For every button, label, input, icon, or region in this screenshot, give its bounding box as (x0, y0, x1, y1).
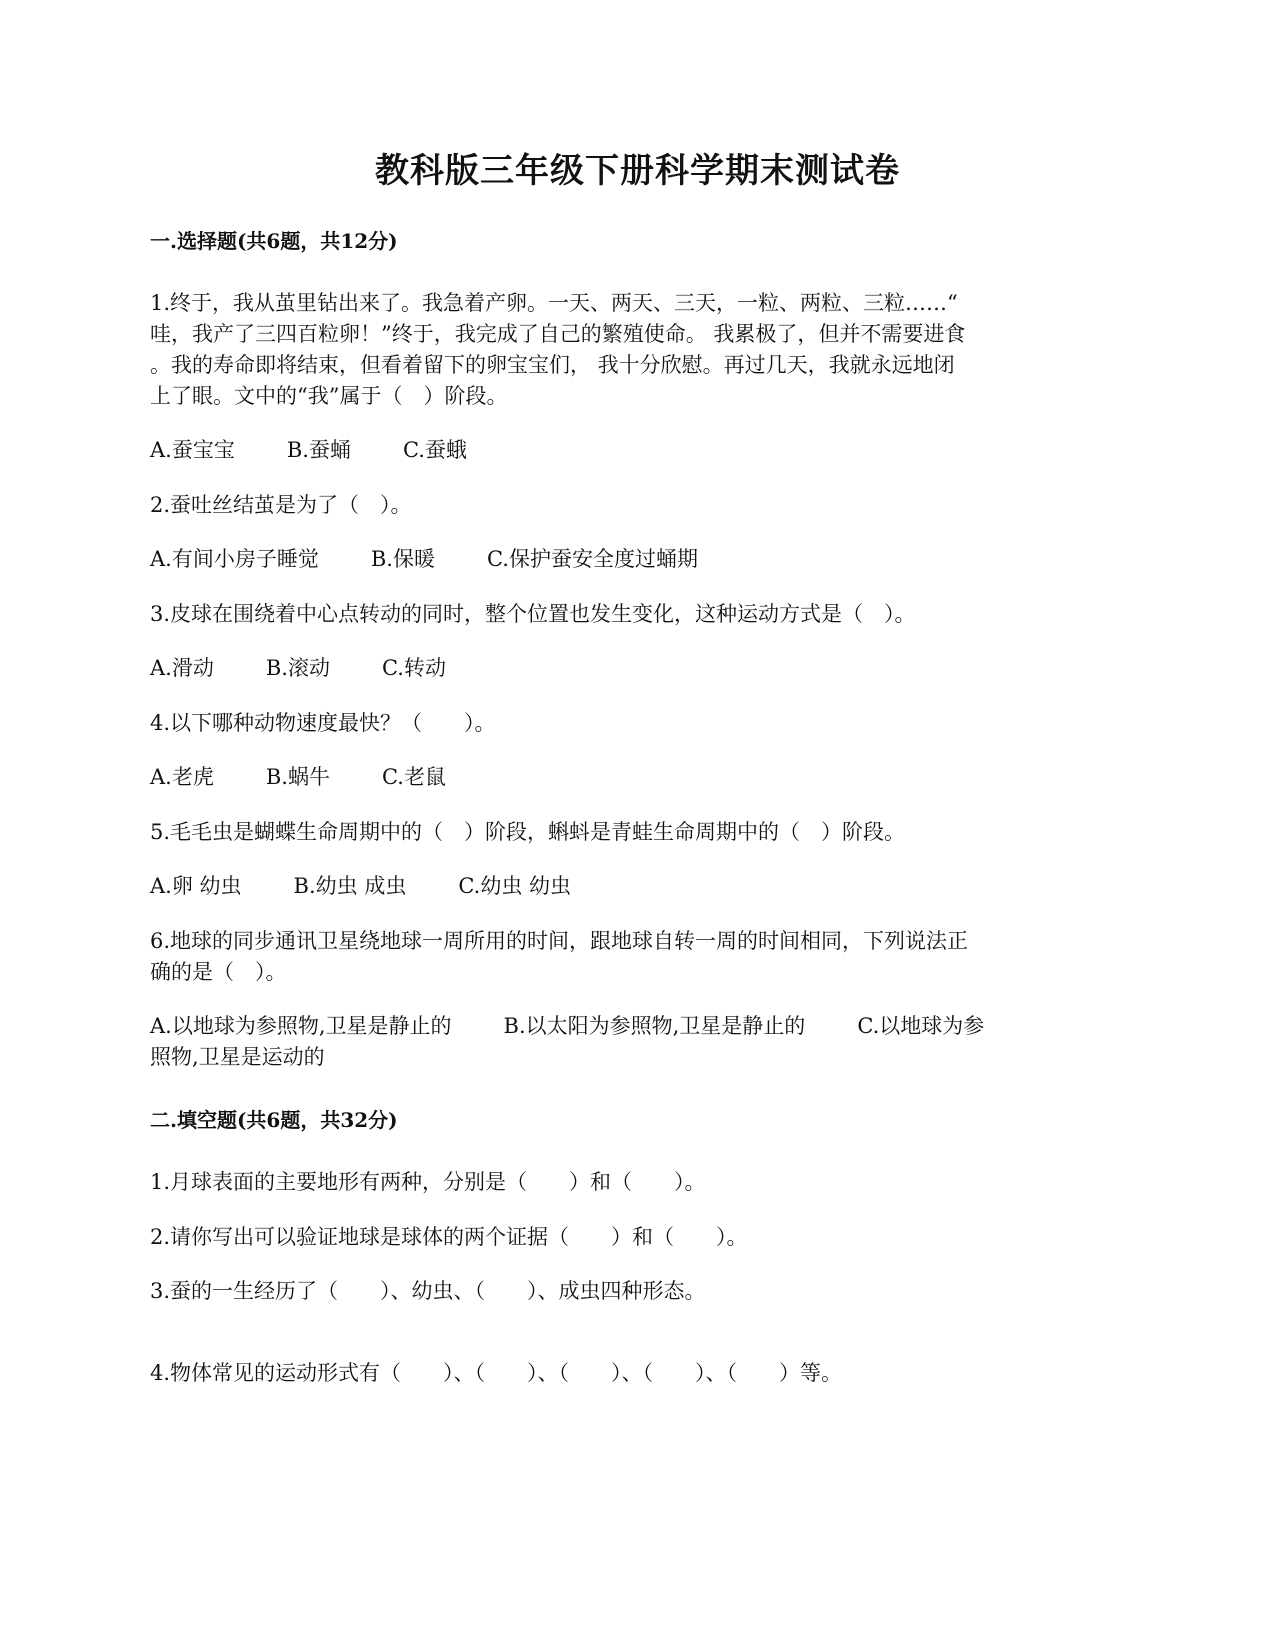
option-c: C.保护蚕安全度过蛹期 (486, 547, 698, 571)
option-b: B.蚕蛹 (286, 438, 351, 462)
option-b: B.保暖 (370, 547, 435, 571)
option-c: C.老鼠 (381, 765, 446, 789)
option-c: C.转动 (381, 656, 446, 680)
question-4-options (150, 761, 1130, 793)
option-b: B.滚动 (265, 656, 330, 680)
question-1-line-3: 。我的寿命即将结束，但看着留下的卵宝宝们， 我十分欣慰。再过几天，我就永远地闭 (150, 353, 955, 377)
option-a: A.卵 幼虫 (150, 874, 242, 898)
question-3-text: 3.皮球在围绕着中心点转动的同时，整个位置也发生变化，这种运动方式是（ ）。 (150, 602, 916, 626)
question-2-options (150, 543, 1130, 575)
question-1-options (150, 434, 1130, 466)
section-heading-fill-blank: 二.填空题(共6题，共32分) (150, 1108, 398, 1132)
option-c: C.幼虫 幼虫 (458, 874, 571, 898)
question-3-options (150, 652, 1130, 684)
option-c: C.以地球为参 (857, 1014, 985, 1038)
option-a: A.以地球为参照物,卫星是静止的 (150, 1014, 452, 1038)
option-a: A.老虎 (150, 765, 214, 789)
fill-question-1: 1.月球表面的主要地形有两种，分别是（ ）和（ ）。 (150, 1170, 706, 1194)
question-4-text: 4.以下哪种动物速度最快？（ ）。 (150, 711, 496, 735)
fill-question-4: 4.物体常见的运动形式有（ ）、（ ）、（ ）、（ ）、（ ）等。 (150, 1361, 843, 1385)
option-a: A.蚕宝宝 (150, 438, 235, 462)
option-a: A.滑动 (150, 656, 214, 680)
option-b: B.以太阳为参照物,卫星是静止的 (503, 1014, 806, 1038)
question-2-text: 2.蚕吐丝结茧是为了（ ）。 (150, 493, 412, 517)
option-b: B.幼虫 成虫 (293, 874, 407, 898)
question-6-line-2: 确的是（ ）。 (150, 960, 287, 984)
option-c: C.蚕蛾 (402, 438, 467, 462)
question-6-options-continued: 照物,卫星是运动的 (150, 1045, 325, 1069)
question-1-line-1: 1.终于，我从茧里钻出来了。我急着产卵。一天、两天、三天，一粒、两粒、三粒……“ (150, 291, 958, 315)
question-6-options (150, 1010, 1130, 1042)
fill-question-2: 2.请你写出可以验证地球是球体的两个证据（ ）和（ ）。 (150, 1225, 748, 1249)
question-5-text: 5.毛毛虫是蝴蝶生命周期中的（ ）阶段，蝌蚪是青蛙生命周期中的（ ）阶段。 (150, 820, 906, 844)
question-1-line-4: 上了眼。文中的“我”属于（ ）阶段。 (150, 384, 508, 408)
question-5-options (150, 870, 1130, 902)
fill-question-3: 3.蚕的一生经历了（ ）、幼虫、（ ）、成虫四种形态。 (150, 1279, 706, 1303)
question-1-line-2: 哇，我产了三四百粒卵！”终于，我完成了自己的繁殖使命。 我累极了，但并不需要进食 (150, 322, 966, 346)
section-heading-choice: 一.选择题(共6题，共12分) (150, 229, 398, 253)
page-title: 教科版三年级下册科学期末测试卷 (375, 151, 900, 191)
option-a: A.有间小房子睡觉 (150, 547, 319, 571)
question-6-line-1: 6.地球的同步通讯卫星绕地球一周所用的时间，跟地球自转一周的时间相同，下列说法正 (150, 929, 969, 953)
option-b: B.蜗牛 (265, 765, 330, 789)
